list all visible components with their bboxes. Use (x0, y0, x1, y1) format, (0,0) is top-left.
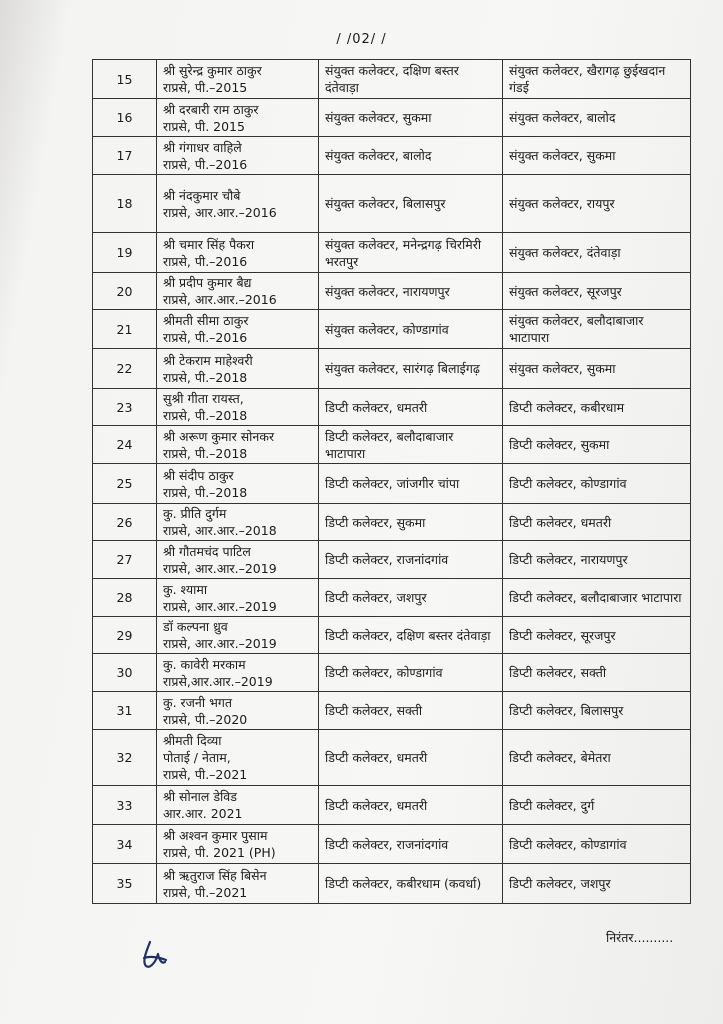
officer-name: श्री संदीप ठाकुर (163, 467, 234, 483)
serial-number: 31 (93, 692, 157, 730)
new-posting: संयुक्त कलेक्टर, सूरजपुर (503, 273, 691, 310)
officer-batch: राप्रसे, पी.–2018 (163, 369, 248, 385)
officer-batch: आर.आर. 2021 (163, 806, 243, 821)
officer-cell (157, 310, 319, 349)
officer-batch: राप्रसे, पी.–2018 (163, 484, 248, 500)
new-posting: डिप्टी कलेक्टर, कोण्डागांव (503, 464, 691, 504)
serial-number: 16 (93, 99, 157, 137)
table-row (93, 233, 691, 273)
table-row (93, 389, 691, 426)
table-row (93, 310, 691, 349)
new-posting: संयुक्त कलेक्टर, बलौदाबाजार भाटापारा (503, 310, 691, 349)
officer-cell (157, 175, 319, 233)
current-posting: डिप्टी कलेक्टर, सक्ती (319, 692, 503, 730)
officer-batch: राप्रसे, पी.–2020 (163, 711, 248, 727)
current-posting: संयुक्त कलेक्टर, सुकमा (319, 99, 503, 137)
officer-name: कु. रजनी भगत (163, 694, 233, 710)
serial-number: 25 (93, 464, 157, 504)
officer-name: श्री ऋतुराज सिंह बिसेन (163, 867, 267, 883)
officer-name: कु. प्रीति दुर्गम (163, 506, 227, 521)
officer-name: श्री गंगाधर वाहिले (163, 139, 242, 155)
table-row (93, 825, 691, 864)
current-posting: संयुक्त कलेक्टर, कोण्डागांव (319, 310, 503, 349)
current-posting: डिप्टी कलेक्टर, जशपुर (319, 579, 503, 617)
officer-name: श्री प्रदीप कुमार बैद्य (163, 275, 252, 290)
officer-batch: राप्रसे, आर.आर.–2016 (163, 204, 277, 220)
officer-batch: राप्रसे, पी.–2016 (163, 156, 248, 172)
officer-cell (157, 692, 319, 730)
current-posting: संयुक्त कलेक्टर, बिलासपुर (319, 175, 503, 233)
serial-number: 27 (93, 541, 157, 579)
officer-name: श्री गौतमचंद पाटिल (163, 543, 251, 559)
new-posting: डिप्टी कलेक्टर, जशपुर (503, 864, 691, 904)
officer-cell (157, 426, 319, 464)
table-row (93, 273, 691, 310)
officer-batch: राप्रसे, पी.–2015 (163, 80, 248, 95)
table-row (93, 175, 691, 233)
new-posting: डिप्टी कलेक्टर, बेमेतरा (503, 730, 691, 786)
table-row (93, 99, 691, 137)
new-posting: संयुक्त कलेक्टर, सुकमा (503, 137, 691, 175)
new-posting: डिप्टी कलेक्टर, बलौदाबाजार भाटापारा (503, 579, 691, 617)
new-posting: डिप्टी कलेक्टर, नारायणपुर (503, 541, 691, 579)
officer-batch: राप्रसे, आर.आर.–2019 (163, 598, 277, 614)
table-row (93, 617, 691, 654)
officer-name: कु. श्यामा (163, 581, 208, 597)
new-posting: संयुक्त कलेक्टर, खैरागढ़ छुईखदान गंडई (503, 60, 691, 99)
officer-batch: राप्रसे, पी.–2016 (163, 330, 248, 345)
new-posting: डिप्टी कलेक्टर, सक्ती (503, 654, 691, 692)
officer-cell (157, 99, 319, 137)
current-posting: डिप्टी कलेक्टर, राजनांदगांव (319, 541, 503, 579)
transfer-table (92, 59, 691, 904)
new-posting: डिप्टी कलेक्टर, सूरजपुर (503, 617, 691, 654)
officer-batch: राप्रसे, पी.–2016 (163, 253, 248, 269)
table-row (93, 692, 691, 730)
serial-number: 26 (93, 504, 157, 541)
signature-mark (136, 938, 170, 972)
current-posting: संयुक्त कलेक्टर, नारायणपुर (319, 273, 503, 310)
new-posting: संयुक्त कलेक्टर, दंतेवाड़ा (503, 233, 691, 273)
table-row (93, 137, 691, 175)
serial-number: 21 (93, 310, 157, 349)
officer-name: कु. कावेरी मरकाम (163, 656, 246, 672)
officer-cell (157, 349, 319, 389)
serial-number: 28 (93, 579, 157, 617)
current-posting: डिप्टी कलेक्टर, दक्षिण बस्तर दंतेवाड़ा (319, 617, 503, 654)
new-posting: संयुक्त कलेक्टर, रायपुर (503, 175, 691, 233)
current-posting: डिप्टी कलेक्टर, सुकमा (319, 504, 503, 541)
officer-batch: राप्रसे, पी.–2021 (163, 767, 248, 782)
current-posting: डिप्टी कलेक्टर, धमतरी (319, 389, 503, 426)
new-posting: डिप्टी कलेक्टर, धमतरी (503, 504, 691, 541)
current-posting: डिप्टी कलेक्टर, कबीरधाम (कवर्धा) (319, 864, 503, 904)
officer-cell (157, 464, 319, 504)
officer-name: श्रीमती दिव्या (163, 733, 222, 748)
officer-cell (157, 786, 319, 825)
serial-number: 17 (93, 137, 157, 175)
new-posting: डिप्टी कलेक्टर, बिलासपुर (503, 692, 691, 730)
officer-cell (157, 504, 319, 541)
serial-number: 24 (93, 426, 157, 464)
serial-number: 34 (93, 825, 157, 864)
current-posting: संयुक्त कलेक्टर, सारंगढ़ बिलाईगढ़ (319, 349, 503, 389)
officer-name: श्रीमती सीमा ठाकुर (163, 313, 249, 328)
officer-batch: राप्रसे, आर.आर.–2018 (163, 523, 277, 538)
officer-batch: राप्रसे, आर.आर.–2016 (163, 292, 277, 307)
officer-cell (157, 825, 319, 864)
serial-number: 32 (93, 730, 157, 786)
table-row (93, 60, 691, 99)
officer-batch: राप्रसे, पी.–2021 (163, 884, 248, 900)
officer-cell (157, 273, 319, 310)
table-row (93, 426, 691, 464)
officer-name: सुश्री गीता रायस्त, (163, 391, 244, 406)
current-posting: डिप्टी कलेक्टर, धमतरी (319, 730, 503, 786)
officer-cell (157, 60, 319, 99)
officer-batch: राप्रसे, पी.–2018 (163, 408, 248, 423)
new-posting: डिप्टी कलेक्टर, कबीरधाम (503, 389, 691, 426)
table-row (93, 786, 691, 825)
current-posting: संयुक्त कलेक्टर, दक्षिण बस्तर दंतेवाड़ा (319, 60, 503, 99)
officer-cell (157, 541, 319, 579)
officer-name: श्री अश्वन कुमार पुसाम (163, 828, 268, 843)
table-row (93, 864, 691, 904)
officer-cell (157, 137, 319, 175)
officer-cell (157, 579, 319, 617)
officer-name: डॉ कल्पना ध्रुव (163, 619, 228, 634)
officer-batch: राप्रसे,आर.आर.–2019 (163, 673, 273, 689)
table-row (93, 464, 691, 504)
serial-number: 20 (93, 273, 157, 310)
serial-number: 29 (93, 617, 157, 654)
officer-cell (157, 730, 319, 786)
table-row (93, 654, 691, 692)
serial-number: 33 (93, 786, 157, 825)
officer-batch: राप्रसे, आर.आर.–2019 (163, 560, 277, 576)
new-posting: डिप्टी कलेक्टर, कोण्डागांव (503, 825, 691, 864)
table-row (93, 579, 691, 617)
current-posting: डिप्टी कलेक्टर, बलौदाबाजार भाटापारा (319, 426, 503, 464)
new-posting: डिप्टी कलेक्टर, सुकमा (503, 426, 691, 464)
table-row (93, 504, 691, 541)
serial-number: 35 (93, 864, 157, 904)
officer-batch: राप्रसे, पी. 2015 (163, 118, 245, 134)
current-posting: संयुक्त कलेक्टर, बालोद (319, 137, 503, 175)
current-posting: डिप्टी कलेक्टर, धमतरी (319, 786, 503, 825)
serial-number: 15 (93, 60, 157, 99)
serial-number: 19 (93, 233, 157, 273)
serial-number: 30 (93, 654, 157, 692)
officer-batch: राप्रसे, पी.–2018 (163, 445, 248, 461)
new-posting: डिप्टी कलेक्टर, दुर्ग (503, 786, 691, 825)
officer-name: श्री सुरेन्द्र कुमार ठाकुर (163, 63, 262, 78)
current-posting: डिप्टी कलेक्टर, कोण्डागांव (319, 654, 503, 692)
new-posting: संयुक्त कलेक्टर, बालोद (503, 99, 691, 137)
new-posting: संयुक्त कलेक्टर, सुकमा (503, 349, 691, 389)
officer-name: श्री टेकराम माहेश्वरी (163, 352, 253, 368)
officer-name: पोताई / नेताम, (163, 750, 231, 765)
serial-number: 23 (93, 389, 157, 426)
table-row (93, 730, 691, 786)
officer-cell (157, 389, 319, 426)
serial-number: 18 (93, 175, 157, 233)
current-posting: संयुक्त कलेक्टर, मनेन्द्रगढ़ चिरमिरी भरतपुर (319, 233, 503, 273)
table-row (93, 349, 691, 389)
officer-name: श्री दरबारी राम ठाकुर (163, 101, 259, 117)
officer-cell (157, 233, 319, 273)
officer-batch: राप्रसे, आर.आर.–2019 (163, 636, 277, 651)
table-row (93, 541, 691, 579)
officer-name: श्री अरूण कुमार सोनकर (163, 428, 275, 444)
officer-name: श्री नंदकुमार चौबे (163, 187, 241, 203)
officer-batch: राप्रसे, पी. 2021 (PH) (163, 845, 276, 860)
serial-number: 22 (93, 349, 157, 389)
current-posting: डिप्टी कलेक्टर, जांजगीर चांपा (319, 464, 503, 504)
officer-cell (157, 617, 319, 654)
current-posting: डिप्टी कलेक्टर, राजनांदगांव (319, 825, 503, 864)
officer-cell (157, 654, 319, 692)
officer-name: श्री सोनाल डेविड (163, 789, 237, 804)
officer-name: श्री चमार सिंह पैकरा (163, 236, 255, 252)
page-number: / /02/ / (336, 32, 387, 47)
continued-note: निरंतर.......... (606, 930, 674, 945)
officer-cell (157, 864, 319, 904)
